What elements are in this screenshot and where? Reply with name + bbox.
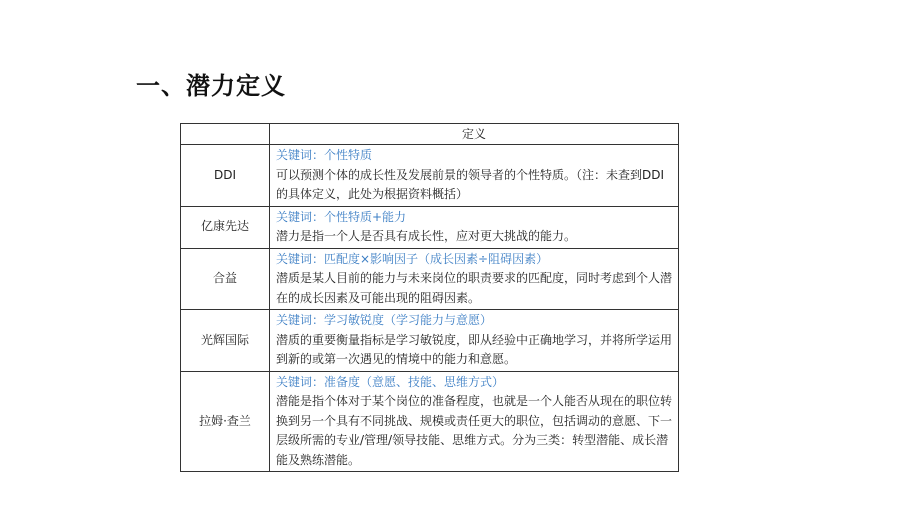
org-name: 光辉国际 (181, 310, 270, 372)
table-row (181, 145, 679, 207)
keyword-text: 关键词：匹配度×影响因子（成长因素÷阻碍因素） (276, 251, 549, 266)
table-header-row (181, 124, 679, 145)
definition-cell (270, 371, 679, 472)
org-name: 拉姆·查兰 (181, 371, 270, 472)
definition-cell (270, 310, 679, 372)
keyword-text: 关键词：个性特质+能力 (276, 209, 407, 224)
keyword-text: 关键词：个性特质 (276, 148, 373, 162)
table-row (181, 206, 679, 248)
org-name: DDI (181, 145, 270, 207)
definition-table (180, 123, 679, 472)
description-text: 潜力是指一个人是否具有成长性，应对更大挑战的能力。 (276, 229, 577, 243)
definition-cell (270, 206, 679, 248)
org-name: 亿康先达 (181, 206, 270, 248)
table-row (181, 371, 679, 472)
header-definition: 定义 (270, 124, 679, 145)
description-text: 潜能是指个体对于某个岗位的准备程度，也就是一个人能否从现在的职位转换到另一个具有不同挑战、规模或责任更大的职位，包括调动的意愿、下一层级所需的专业/管理/领导技能、思维方式。分为三类：转型潜能、成长潜能及熟练潜能。 (276, 394, 673, 467)
table-row (181, 248, 679, 310)
table-row (181, 310, 679, 372)
description-text: 潜质是某人目前的能力与未来岗位的职责要求的匹配度，同时考虑到个人潜在的成长因素及可能出现的阻碍因素。 (276, 271, 673, 305)
description-text: 潜质的重要衡量指标是学习敏锐度，即从经验中正确地学习，并将所学运用到新的或第一次遇见的情境中的能力和意愿。 (276, 332, 673, 366)
org-name: 合益 (181, 248, 270, 310)
keyword-text: 关键词：准备度（意愿、技能、思维方式） (276, 374, 505, 389)
definition-cell (270, 248, 679, 310)
definition-cell (270, 145, 679, 207)
description-text: 可以预测个体的成长性及发展前景的领导者的个性特质。（注：未查到DDI的具体定义，此处为根据资料概括） (276, 167, 665, 201)
keyword-text: 关键词：学习敏锐度（学习能力与意愿） (276, 313, 493, 327)
page-title: 一、潜力定义 (136, 72, 286, 100)
header-org (181, 124, 270, 145)
